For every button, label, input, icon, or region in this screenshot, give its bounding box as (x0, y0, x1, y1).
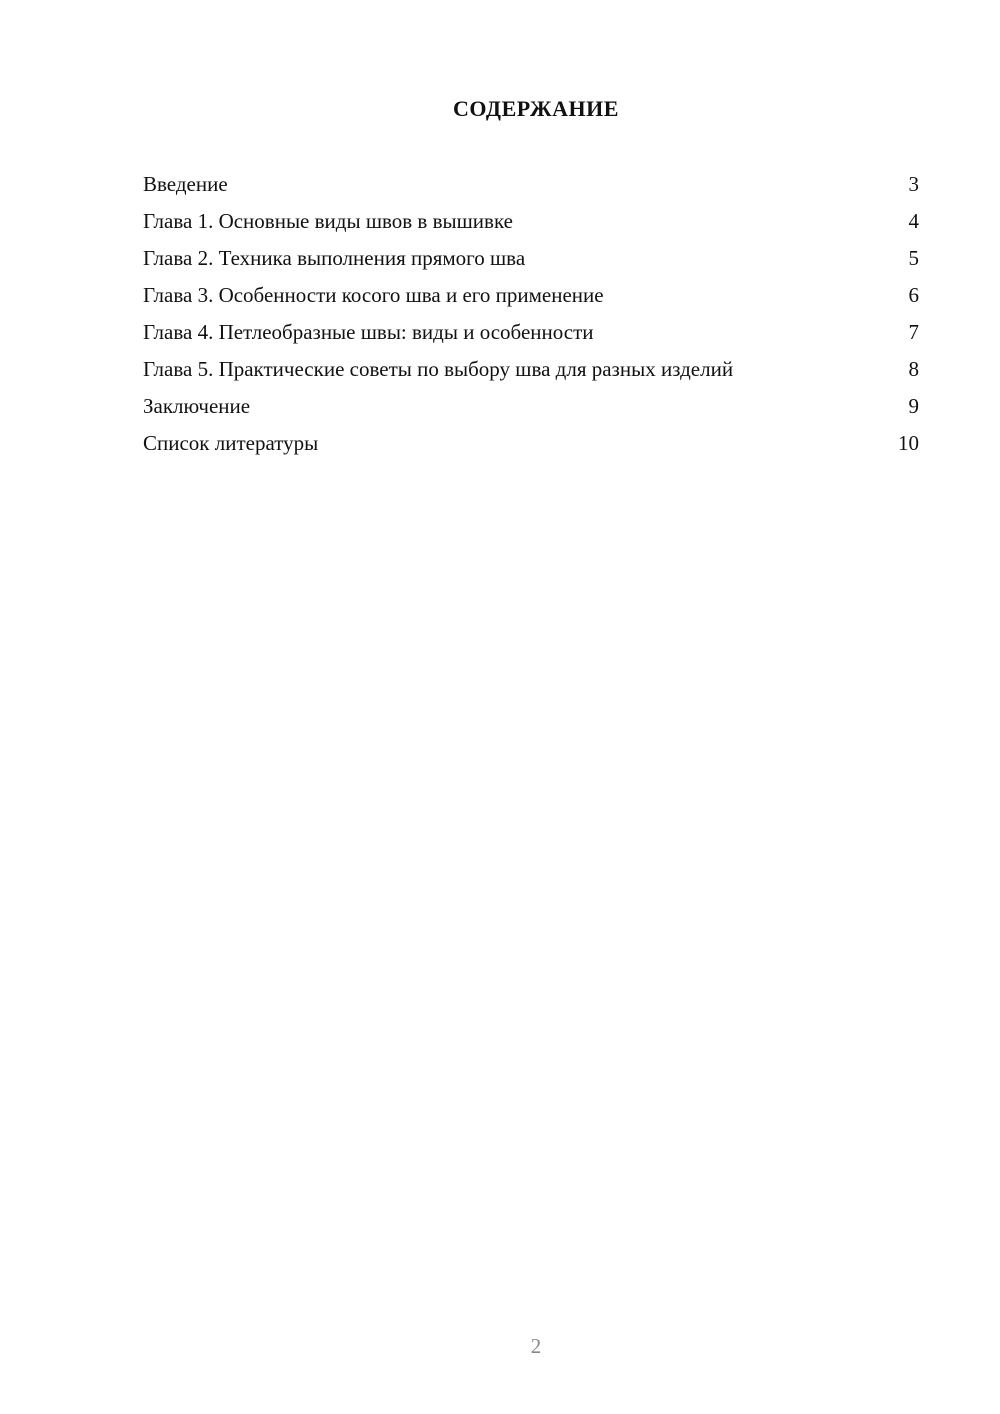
toc-item-label: Глава 1. Основные виды швов в вышивке (143, 209, 513, 233)
toc-item-conclusion (143, 392, 919, 420)
toc-item-label: Заключение (143, 394, 251, 418)
page-number: 2 (530, 1334, 542, 1358)
toc-item-page: 3 (908, 172, 919, 196)
toc-item-page: 8 (908, 357, 919, 381)
toc-item-chapter-1 (143, 207, 919, 235)
toc-item-label: Глава 2. Техника выполнения прямого шва (143, 246, 526, 270)
toc-item-chapter-5 (143, 355, 919, 383)
toc-item-bibliography (143, 429, 919, 457)
toc-item-page: 4 (908, 209, 919, 233)
toc-item-label: Введение (143, 172, 228, 196)
toc-item-label: Глава 4. Петлеобразные швы: виды и особенности (143, 320, 594, 344)
toc-title: СОДЕРЖАНИЕ (453, 96, 619, 121)
toc-item-chapter-2 (143, 244, 919, 272)
toc-item-chapter-3 (143, 281, 919, 309)
toc-item-page: 5 (908, 246, 919, 270)
toc-item-page: 9 (908, 394, 919, 418)
toc-item-chapter-4 (143, 318, 919, 346)
table-of-contents (143, 170, 919, 466)
toc-item-page: 7 (908, 320, 919, 344)
toc-item-page: 6 (908, 283, 919, 307)
toc-item-label: Глава 5. Практические советы по выбору шва для разных изделий (143, 357, 734, 381)
toc-item-label: Глава 3. Особенности косого шва и его применение (143, 283, 604, 307)
toc-item-introduction (143, 170, 919, 198)
toc-item-label: Список литературы (143, 431, 319, 455)
toc-item-page: 10 (898, 431, 919, 455)
